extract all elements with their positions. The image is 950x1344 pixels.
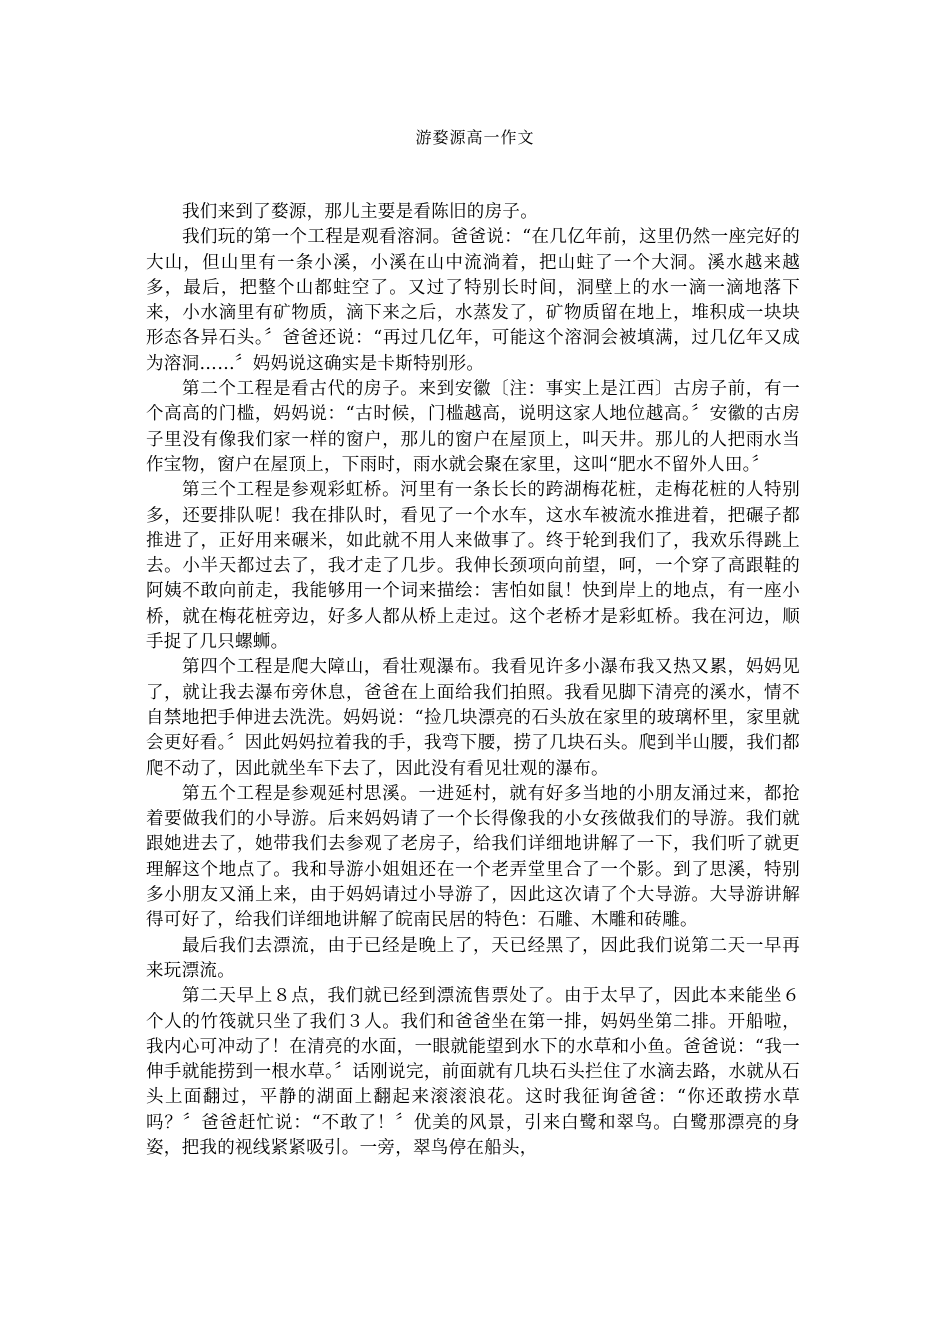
paragraph-1: 我们来到了婺源，那儿主要是看陈旧的房子。 — [182, 202, 538, 222]
paragraph-3: 第二个工程是看古代的房子。来到安徽〔注：事实上是江西〕古房子前，有一个高高的门槛，妈妈说：“古时候，门槛越高，说明这家人地位越高。〞安徽的古房子里没有像我们家一样的窗户，那儿的窗户在屋顶上，叫天井。那儿的人把雨水当作宝物，窗户在屋顶上，下雨时，雨水就会聚在家里，这叫“肥水不留外人田。〞 — [146, 379, 800, 475]
paragraph-8: 第二天早上８点，我们就已经到漂流售票处了。由于太早了，因此本来能坐６个人的竹筏就只坐了我们３人。我们和爸爸坐在第一排，妈妈坐第二排。开船啦，我内心可冲动了！在清亮的水面，一眼就能望到水下的水草和小鱼。爸爸说：“我一伸手就能捞到一根水草。〞话刚说完，前面就有几块石头拦住了水滴去路，水就从石头上面翻过，平静的湖面上翻起来滚滚浪花。这时我征询爸爸：“你还敢捞水草吗？〞爸爸赶忙说：“不敢了！〞优美的风景，引来白鹭和翠鸟。白鹭那漂亮的身姿，把我的视线紧紧吸引。一旁，翠鸟停在船头， — [146, 986, 800, 1158]
paragraph-2: 我们玩的第一个工程是观看溶洞。爸爸说：“在几亿年前，这里仍然一座完好的大山，但山里有一条小溪，小溪在山中流淌着，把山蛀了一个大洞。溪水越来越多，最后，把整个山都蛀空了。又过了特别长时间，洞壁上的水一滴一滴地落下来，小水滴里有矿物质，滴下来之后，水蒸发了，矿物质留在地上，堆积成一块块形态各异石头。〞爸爸还说：“再过几亿年，可能这个溶洞会被填满，过几亿年又成为溶洞……〞妈妈说这确实是卡斯特别形。 — [146, 227, 800, 374]
document-title: 游婺源高一作文 — [415, 128, 535, 147]
paragraph-6: 第五个工程是参观延村思溪。一进延村，就有好多当地的小朋友涌过来，都抢着要做我们的小导游。后来妈妈请了一个长得像我的小女孩做我们的导游。我们就跟她进去了，她带我们去参观了老房子，给我们详细地讲解了一下，我们听了就更理解这个地点了。我和导游小姐姐还在一个老弄堂里合了一个影。到了思溪，特别多小朋友又涌上来，由于妈妈请过小导游了，因此这次请了个大导游。大导游讲解得可好了，给我们详细地讲解了皖南民居的特色：石雕、木雕和砖雕。 — [146, 783, 800, 931]
paragraph-4: 第三个工程是参观彩虹桥。河里有一条长长的跨湖梅花桩，走梅花桩的人特别多，还要排队呢！我在排队时，看见了一个水车，这水车被流水推进着，把碾子都推进了，正好用来碾米，如此就不用人来做事了。终于轮到我们了，我欢乐得跳上去。小半天都过去了，我才走了几步。我伸长颈项向前望，呵，一个穿了高跟鞋的阿姨不敢向前走，我能够用一个词来描绘：害怕如鼠！快到岸上的地点，有一座小桥，就在梅花桩旁边，好多人都从桥上走过。这个老桥才是彩虹桥。我在河边，顺手捉了几只螺蛳。 — [146, 480, 800, 653]
paragraph-7: 最后我们去漂流，由于已经是晚上了，天已经黑了，因此我们说第二天一早再来玩漂流。 — [146, 935, 800, 981]
document-body — [146, 200, 800, 1161]
paragraph-5: 第四个工程是爬大障山，看壮观瀑布。我看见许多小瀑布我又热又累，妈妈见了，就让我去瀑布旁休息，爸爸在上面给我们拍照。我看见脚下清亮的溪水，情不自禁地把手伸进去洗洗。妈妈说：“捡几块漂亮的石头放在家里的玻璃杯里，家里就会更好看。〞因此妈妈拉着我的手，我弯下腰，捞了几块石头。爬到半山腰，我们都爬不动了，因此就坐车下去了，因此没有看见壮观的瀑布。 — [146, 657, 800, 779]
